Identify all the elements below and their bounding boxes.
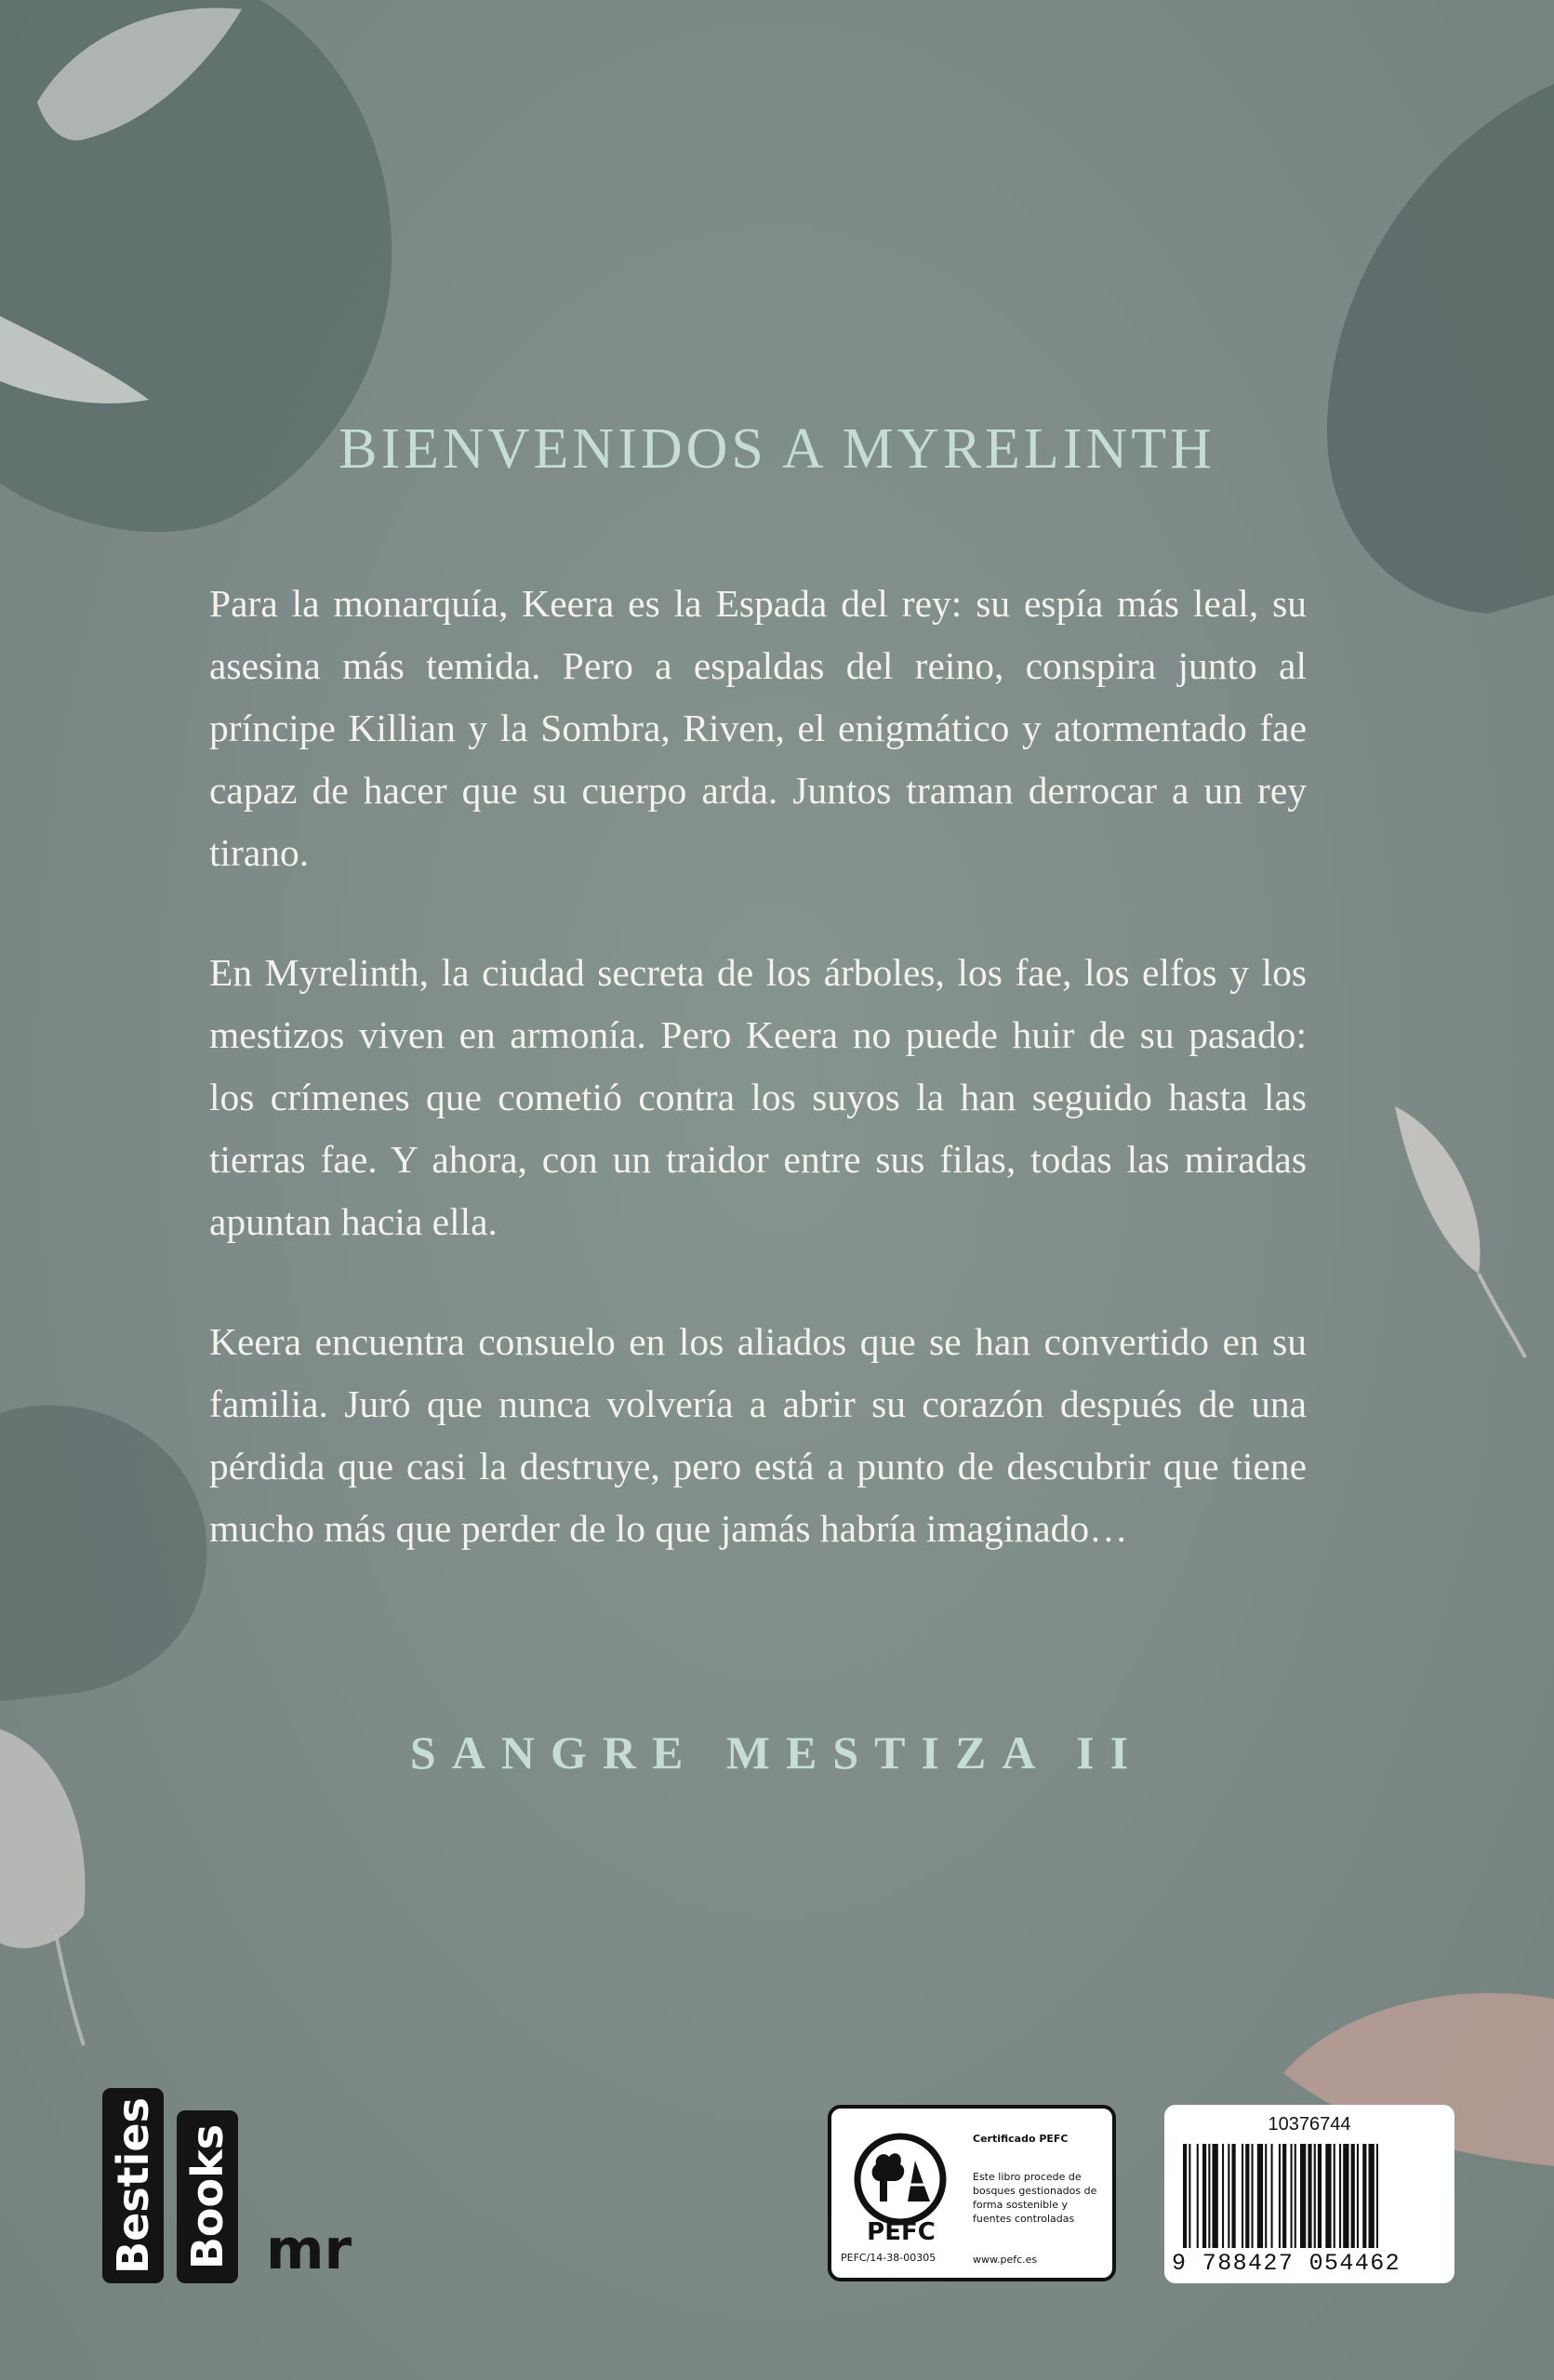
- barcode-bar: [1351, 2144, 1355, 2248]
- barcode-bar: [1362, 2144, 1366, 2248]
- pefc-logo-text: PEFC: [867, 2218, 936, 2246]
- barcode-bar: [1343, 2144, 1348, 2248]
- barcode-bar: [1282, 2144, 1286, 2248]
- barcode-bar: [1252, 2144, 1254, 2248]
- synopsis-paragraph: Para la monarquía, Keera es la Espada del rey: su espía más leal, su asesina más temida. Pero a espaldas del reino, conspira junto al príncipe Killian y la Sombra, Riven, el enigmático y atormentado fae capaz de hacer que su cuerpo arda. Juntos traman derrocar a un rey tirano.: [209, 582, 1307, 874]
- barcode-bar: [1232, 2144, 1236, 2248]
- barcode-bar: [1197, 2144, 1199, 2248]
- barcode-bar: [1189, 2144, 1190, 2248]
- barcode-bar: [1357, 2144, 1359, 2248]
- barcode-bar: [1213, 2144, 1218, 2248]
- barcode-bar: [1369, 2144, 1375, 2248]
- barcode-bar: [1242, 2144, 1243, 2248]
- publisher-logo-bottom-text: Books: [182, 2123, 232, 2270]
- synopsis: [209, 573, 1307, 1618]
- barcode-bar: [1183, 2144, 1187, 2248]
- pefc-certification: [828, 2105, 1116, 2281]
- publisher-logo-besties: [102, 2088, 164, 2283]
- cover-heading: BIENVENIDOS A MYRELINTH: [339, 417, 1215, 481]
- barcode-bar: [1308, 2144, 1311, 2248]
- barcode-bar: [1295, 2144, 1296, 2248]
- barcode-bar: [1318, 2144, 1322, 2248]
- barcode: [1164, 2105, 1454, 2283]
- barcode-top-number: 10376744: [1268, 2114, 1351, 2135]
- publisher-logo-top-text: Besties: [108, 2097, 158, 2274]
- synopsis-paragraph: Keera encuentra consuelo en los aliados que se han convertido en su familia. Juró que nunca volvería a abrir su corazón después de una pérdida que casi la destruye, pero está a punto de descubrir que tiene mucho más que perder de lo que jamás habría imaginado…: [209, 1320, 1307, 1550]
- barcode-bar: [1279, 2144, 1281, 2248]
- barcode-bar: [1222, 2144, 1224, 2248]
- barcode-bar: [1271, 2144, 1273, 2248]
- barcode-bar: [1245, 2144, 1249, 2248]
- barcode-bar: [1376, 2144, 1378, 2248]
- barcode-bar: [1325, 2144, 1331, 2248]
- pefc-code: PEFC/14-38-00305: [841, 2252, 936, 2264]
- pefc-title: Certificado PEFC: [973, 2133, 1069, 2145]
- barcode-bar: [1314, 2144, 1316, 2248]
- barcode-bars: [1183, 2144, 1436, 2248]
- pefc-website: www.pefc.es: [973, 2254, 1038, 2266]
- barcode-bar: [1202, 2144, 1206, 2248]
- barcode-bar: [1257, 2144, 1263, 2248]
- barcode-bar: [1265, 2144, 1267, 2248]
- barcode-bar: [1300, 2144, 1306, 2248]
- pefc-description: Este libro procede de bosques gestionados de forma sostenible y fuentes controladas: [973, 2171, 1097, 2225]
- publisher-logo-books: [177, 2110, 238, 2283]
- barcode-bar: [1208, 2144, 1210, 2248]
- barcode-bar: [1228, 2144, 1229, 2248]
- barcode-bar: [1291, 2144, 1293, 2248]
- series-name: SANGRE MESTIZA II: [409, 1726, 1145, 1778]
- barcode-bar: [1339, 2144, 1341, 2248]
- isbn-number: 9 788427 054462: [1172, 2250, 1401, 2277]
- synopsis-paragraph: En Myrelinth, la ciudad secreta de los árboles, los fae, los elfos y los mestizos viven en armonía. Pero Keera no puede huir de su pasado: los crímenes que cometió contra los suyos la han seguido hasta las tierras fae. Y ahora, con un traidor entre sus filas, todas las miradas apuntan hacia ella.: [209, 951, 1307, 1243]
- barcode-bar: [1334, 2144, 1335, 2248]
- imprint-logo: mr: [266, 2217, 352, 2282]
